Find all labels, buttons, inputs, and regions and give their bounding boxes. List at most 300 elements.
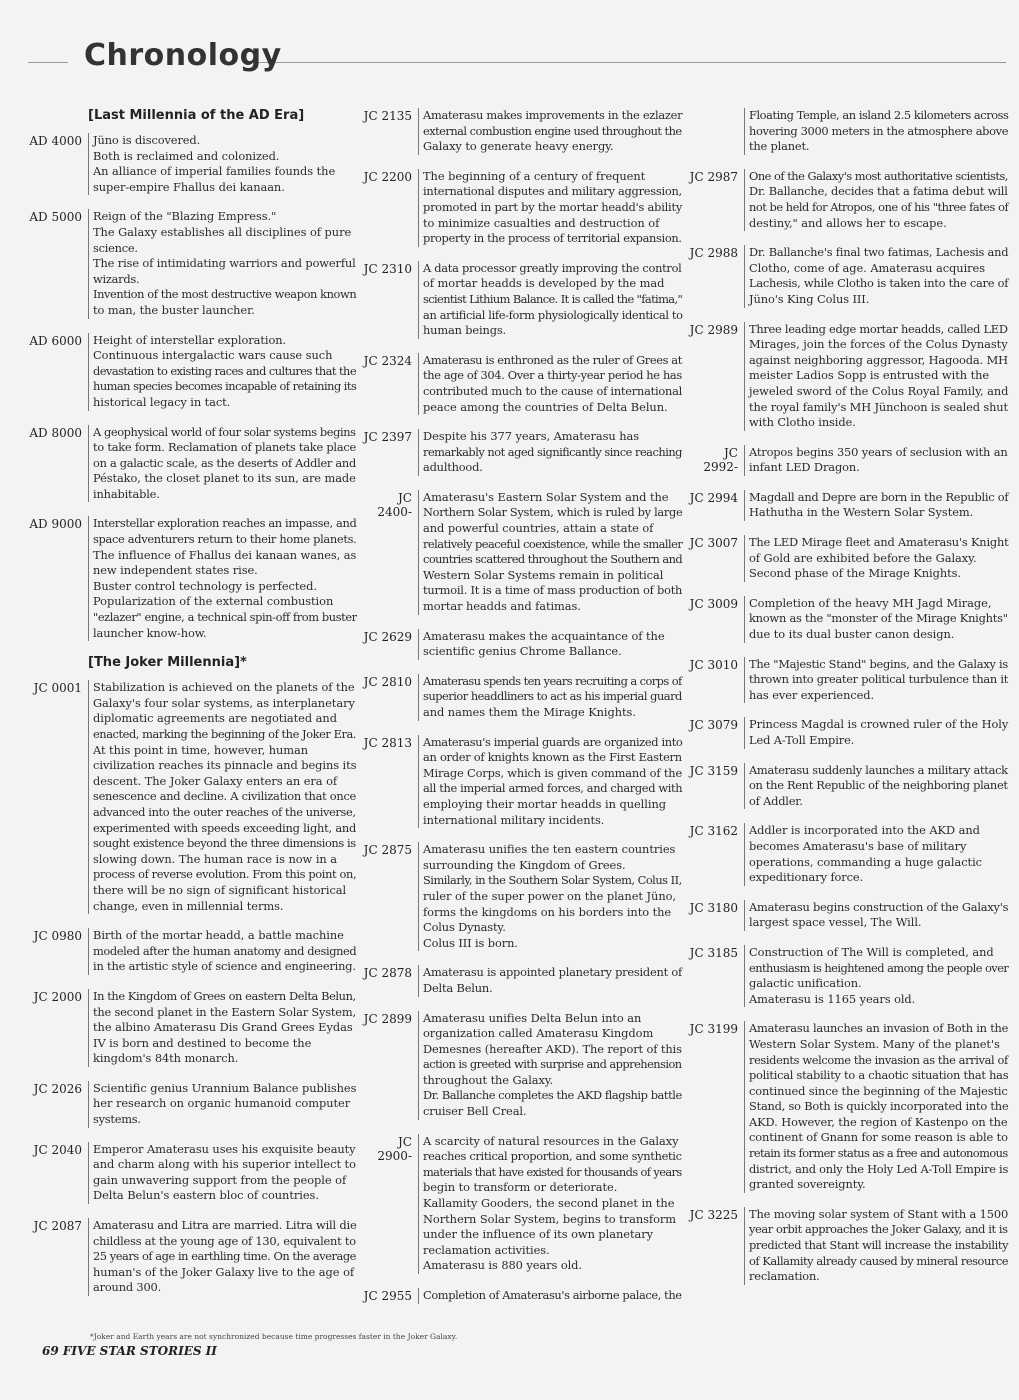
entry-text bbox=[744, 108, 1010, 155]
entry-line: Galaxy to generate heavy energy. bbox=[423, 139, 614, 154]
entry-date: JC 2900- bbox=[377, 1134, 412, 1163]
entry-line: infant LED Dragon. bbox=[749, 460, 860, 475]
entry-line: diplomatic agreements are negotiated and bbox=[93, 711, 337, 726]
entry-line: Amaterasu is appointed planetary president of bbox=[423, 965, 683, 980]
entry-line: her research on organic humanoid computer bbox=[93, 1096, 351, 1111]
entry-line: human's of the Joker Galaxy live to the age of bbox=[93, 1264, 355, 1279]
chronology-entry bbox=[28, 209, 358, 318]
entry-line: Construction of The Will is completed, and bbox=[749, 944, 994, 959]
entry-date: JC 2200 bbox=[363, 169, 412, 184]
entry-line: systems. bbox=[93, 1112, 141, 1127]
entry-line: IV is born and destined to become the bbox=[93, 1035, 312, 1050]
chronology-entry bbox=[688, 900, 1010, 931]
chronology-entry bbox=[28, 1142, 358, 1204]
chronology-entry bbox=[688, 596, 1010, 643]
entry-line: materials that have existed for thousands of years bbox=[423, 1164, 682, 1179]
entry-text bbox=[88, 680, 358, 914]
entry-date: JC 3079 bbox=[689, 718, 738, 733]
page-footer bbox=[42, 1344, 217, 1358]
chronology-entry bbox=[362, 735, 684, 829]
entry-text bbox=[88, 425, 358, 503]
entry-date: JC 2955 bbox=[363, 1289, 412, 1303]
entry-date: JC 3180 bbox=[689, 900, 738, 915]
entry-line: A data processor greatly improving the control bbox=[423, 260, 682, 275]
entry-line: promoted in part by the mortar headd's ability bbox=[423, 199, 683, 214]
entry-line: an order of knights known as the First Eastern bbox=[423, 750, 682, 765]
entry-line: Jüno's King Colus III. bbox=[749, 291, 870, 306]
entry-line: Demesnes (hereafter AKD). The report of this bbox=[423, 1041, 682, 1056]
entry-line: Amaterasu is 880 years old. bbox=[423, 1258, 582, 1273]
chronology-entry bbox=[362, 108, 684, 155]
entry-date: JC 2400- bbox=[377, 490, 412, 519]
entry-line: space adventurers return to their home planets. bbox=[93, 532, 357, 547]
entry-line: retain its former status as a free and autonomous bbox=[749, 1146, 1008, 1161]
entry-line: Amaterasu's imperial guards are organized into bbox=[423, 734, 683, 749]
entry-line: Amaterasu's Eastern Solar System and the bbox=[423, 489, 669, 504]
entry-date: JC 2987 bbox=[689, 169, 738, 184]
entry-line: Similarly, in the Southern Solar System, Colus II, bbox=[423, 873, 682, 888]
chronology-entry bbox=[28, 928, 358, 975]
chronology-entry bbox=[688, 717, 1010, 748]
entry-line: Lachesis, while Clotho is taken into the care of bbox=[749, 276, 1009, 291]
entry-line: Emperor Amaterasu uses his exquisite beauty bbox=[93, 1141, 356, 1156]
entry-date: JC 2992- bbox=[703, 445, 738, 474]
entry-line: human species becomes incapable of retaining its bbox=[93, 379, 357, 394]
entry-line: devastation to existing races and cultures that the bbox=[93, 363, 357, 378]
entry-line: predicted that Stant will increase the instability bbox=[749, 1238, 1009, 1253]
entry-line: meister Ladios Sopp is entrusted with the bbox=[749, 368, 990, 383]
entry-line: Birth of the mortar headd, a battle machine bbox=[93, 928, 344, 943]
entry-line: action is greeted with surprise and apprehension bbox=[423, 1057, 682, 1072]
entry-line: process of reverse evolution. From this point on, bbox=[93, 867, 357, 882]
entry-line: thrown into greater political turbulence than it bbox=[749, 672, 1009, 687]
entry-line: One of the Galaxy's most authoritative scientists, bbox=[749, 168, 1008, 183]
title-rule-right bbox=[258, 62, 1006, 63]
entry-line: Amaterasu unifies Delta Belun into an bbox=[423, 1010, 642, 1025]
chronology-entry bbox=[362, 674, 684, 721]
entry-date: AD 9000 bbox=[29, 517, 82, 532]
entry-text bbox=[88, 928, 358, 975]
chronology-entry bbox=[362, 842, 684, 951]
column-left bbox=[28, 108, 358, 1310]
entry-date: JC 2135 bbox=[363, 109, 412, 123]
entry-line: Amaterasu suddenly launches a military attack bbox=[749, 762, 1008, 777]
entry-date: AD 6000 bbox=[29, 333, 82, 348]
entry-date: JC 2994 bbox=[689, 490, 738, 505]
entry-date: JC 3159 bbox=[689, 763, 738, 778]
entry-text bbox=[744, 245, 1010, 307]
entry-line: countries scattered throughout the Southern and bbox=[423, 552, 683, 567]
entry-line: the albino Amaterasu Dis Grand Grees Eydas bbox=[93, 1020, 353, 1035]
entry-text bbox=[744, 445, 1010, 476]
entry-line: contributed much to the cause of international bbox=[423, 383, 683, 398]
chronology-entry bbox=[28, 1218, 358, 1296]
entry-line: turmoil. It is a time of mass production of both bbox=[423, 583, 683, 598]
entry-line: the planet. bbox=[749, 139, 810, 154]
chronology-entry bbox=[28, 1081, 358, 1128]
entry-line: enthusiasm is heightened among the people over bbox=[749, 960, 1009, 975]
entry-line: Amaterasu spends ten years recruiting a corps of bbox=[423, 673, 682, 688]
entry-line: kingdom's 84th monarch. bbox=[93, 1051, 239, 1066]
entry-line: wizards. bbox=[93, 271, 140, 286]
entry-line: the age of 304. Over a thirty-year period he has bbox=[423, 368, 682, 383]
entry-line: expeditionary force. bbox=[749, 870, 864, 885]
entry-date: JC 2310 bbox=[363, 261, 412, 276]
chronology-entry bbox=[688, 169, 1010, 231]
entry-line: under the influence of its own planetary bbox=[423, 1227, 654, 1242]
entry-line: Northern Solar System, begins to transform bbox=[423, 1211, 677, 1226]
entry-line: enacted, marking the beginning of the Joker Era. bbox=[93, 727, 356, 741]
entry-line: on a galactic scale, as the deserts of Addler and bbox=[93, 455, 356, 470]
entry-line: around 300. bbox=[93, 1280, 162, 1295]
entry-line: to minimize casualties and destruction of bbox=[423, 215, 660, 230]
entry-line: of mortar headds is developed by the mad bbox=[423, 276, 665, 291]
chronology-entry bbox=[28, 425, 358, 503]
entry-line: peace among the countries of Delta Belun. bbox=[423, 399, 668, 414]
chronology-entry bbox=[362, 1134, 684, 1274]
entry-line: Galaxy's four solar systems, as interplanetary bbox=[93, 695, 355, 710]
entry-line: of Kallamity already caused by mineral resource bbox=[749, 1253, 1009, 1268]
entry-line: Mirages, join the forces of the Colus Dynasty bbox=[749, 337, 1008, 352]
chronology-entry bbox=[688, 823, 1010, 885]
entry-line: and powerful countries, attain a state of bbox=[423, 521, 654, 536]
entry-line: throughout the Galaxy. bbox=[423, 1072, 554, 1087]
entry-line: granted sovereignty. bbox=[749, 1177, 866, 1192]
chronology-entry bbox=[688, 108, 1010, 155]
entry-line: to man, the buster launcher. bbox=[93, 302, 255, 317]
entry-text bbox=[744, 657, 1010, 704]
entry-line: super-empire Fhallus dei kanaan. bbox=[93, 179, 285, 194]
entry-line: change, even in millennial terms. bbox=[93, 898, 284, 913]
entry-line: external combustion engine used throughout the bbox=[423, 123, 682, 138]
entry-text bbox=[88, 1142, 358, 1204]
entry-date: JC 2000 bbox=[33, 989, 82, 1004]
entry-line: and names them the Mirage Knights. bbox=[423, 705, 636, 719]
entry-line: Both is reclaimed and colonized. bbox=[93, 148, 280, 163]
entry-line: AKD. However, the region of Kastenpo on the bbox=[749, 1114, 1008, 1129]
entry-line: new independent states rise. bbox=[93, 563, 258, 578]
entry-line: Jüno is discovered. bbox=[93, 133, 201, 147]
chronology-entry bbox=[362, 261, 684, 339]
entry-text bbox=[418, 1288, 684, 1304]
entry-date: JC 3199 bbox=[689, 1022, 738, 1037]
entry-line: Northern Solar System, which is ruled by large bbox=[423, 505, 683, 520]
chronology-entry bbox=[688, 763, 1010, 810]
entry-line: The LED Mirage fleet and Amaterasu's Knight bbox=[749, 535, 1009, 550]
chronology-entry bbox=[362, 1288, 684, 1304]
entry-line: to take form. Reclamation of planets take place bbox=[93, 440, 357, 455]
entry-text bbox=[88, 1081, 358, 1128]
entry-line: Completion of the heavy MH Jagd Mirage, bbox=[749, 595, 992, 610]
chronology-entry bbox=[362, 965, 684, 996]
entry-line: Height of interstellar exploration. bbox=[93, 332, 287, 347]
entry-text bbox=[744, 490, 1010, 521]
entry-line: adulthood. bbox=[423, 460, 483, 475]
entry-line: of Gold are exhibited before the Galaxy. bbox=[749, 550, 977, 565]
entry-text bbox=[88, 989, 358, 1067]
entry-text bbox=[418, 1134, 684, 1274]
chronology-entry bbox=[28, 680, 358, 914]
entry-line: hovering 3000 meters in the atmosphere above bbox=[749, 123, 1009, 138]
entry-line: Amaterasu launches an invasion of Both in the bbox=[749, 1021, 1009, 1036]
entry-text bbox=[418, 261, 684, 339]
entry-date: JC 3007 bbox=[689, 536, 738, 551]
section-heading: [Last Millennia of the AD Era] bbox=[88, 108, 305, 123]
entry-line: modeled after the human anatomy and designed bbox=[93, 943, 357, 958]
entry-line: Stabilization is achieved on the planets of the bbox=[93, 680, 355, 695]
entry-date: JC 3162 bbox=[689, 824, 738, 839]
entry-line: and charm along with his superior intellect to bbox=[93, 1157, 356, 1172]
entry-line: Amaterasu makes improvements in the ezlazer bbox=[423, 108, 683, 122]
entry-line: Continuous intergalactic wars cause such bbox=[93, 348, 333, 363]
entry-line: continued since the beginning of the Majestic bbox=[749, 1083, 1008, 1098]
entry-line: reaches critical proportion, and some synthetic bbox=[423, 1149, 682, 1164]
entry-line: science. bbox=[93, 240, 138, 255]
entry-line: surrounding the Kingdom of Grees. bbox=[423, 857, 626, 872]
entry-line: "ezlazer" engine, a technical spin-off from buster bbox=[93, 610, 357, 625]
entry-text bbox=[88, 209, 358, 318]
entry-line: Clotho, come of age. Amaterasu acquires bbox=[749, 260, 986, 275]
entry-date: JC 2813 bbox=[363, 735, 412, 750]
entry-text bbox=[418, 108, 684, 155]
entry-line: Floating Temple, an island 2.5 kilometers across bbox=[749, 108, 1009, 122]
entry-date: JC 3009 bbox=[689, 596, 738, 611]
entry-line: Popularization of the external combustion bbox=[93, 594, 334, 609]
entry-text bbox=[744, 823, 1010, 885]
entry-line: sought existence beyond the three dimensions is bbox=[93, 836, 356, 851]
entry-line: political stability to a chaotic situation that has bbox=[749, 1068, 1009, 1083]
entry-line: reclamation activities. bbox=[423, 1242, 550, 1257]
entry-date: JC 2629 bbox=[363, 629, 412, 644]
entry-line: on the Rent Republic of the neighboring planet bbox=[749, 778, 1008, 793]
entry-line: Hathutha in the Western Solar System. bbox=[749, 505, 974, 520]
entry-line: superior headdliners to act as his imperial guard bbox=[423, 689, 682, 704]
entry-date: JC 3185 bbox=[689, 945, 738, 960]
entry-line: known as the "monster of the Mirage Knights" bbox=[749, 611, 1008, 626]
page-number: 69 bbox=[42, 1344, 59, 1358]
entry-line: against neighboring aggressor, Hagooda. MH bbox=[749, 352, 1008, 367]
chronology-entry bbox=[688, 657, 1010, 704]
entry-line: operations, commanding a huge galactic bbox=[749, 854, 982, 869]
entry-line: Amaterasu unifies the ten eastern countries bbox=[423, 842, 676, 857]
chronology-entry bbox=[688, 445, 1010, 476]
entry-line: The "Majestic Stand" begins, and the Galaxy is bbox=[749, 656, 1008, 671]
entry-text bbox=[88, 516, 358, 641]
entry-line: Invention of the most destructive weapon known bbox=[93, 287, 357, 302]
entry-line: not be held for Atropos, one of his "three fates of bbox=[749, 199, 1009, 214]
entry-date: JC 2087 bbox=[33, 1219, 82, 1234]
entry-date: AD 8000 bbox=[29, 425, 82, 440]
entry-line: At this point in time, however, human bbox=[93, 742, 309, 757]
entry-text bbox=[744, 322, 1010, 431]
entry-text bbox=[88, 1218, 358, 1296]
entry-date: JC 2899 bbox=[363, 1011, 412, 1026]
entry-line: Buster control technology is perfected. bbox=[93, 578, 317, 593]
entry-line: In the Kingdom of Grees on eastern Delta Belun, bbox=[93, 988, 356, 1003]
entry-line: begin to transform or deteriorate. bbox=[423, 1180, 618, 1195]
entry-line: due to its dual buster canon design. bbox=[749, 627, 955, 642]
entry-line: the royal family's MH Jünchoon is sealed shut bbox=[749, 399, 1008, 414]
entry-line: district, and only the Holy Led A-Toll Empire is bbox=[749, 1161, 1009, 1176]
chronology-entry bbox=[688, 1021, 1010, 1193]
entry-line: destiny," and allows her to escape. bbox=[749, 215, 947, 230]
entry-line: ruler of the super power on the planet Jüno, bbox=[423, 888, 677, 903]
entry-line: childless at the young age of 130, equivalent to bbox=[93, 1233, 356, 1248]
entry-line: Second phase of the Mirage Knights. bbox=[749, 566, 961, 581]
entry-line: Péstako, the closet planet to its sun, are made bbox=[93, 471, 356, 486]
entry-date: JC 0980 bbox=[33, 929, 82, 944]
entry-line: Delta Belun. bbox=[423, 980, 493, 995]
entry-date: AD 4000 bbox=[29, 134, 82, 148]
entry-date: JC 2875 bbox=[363, 843, 412, 858]
entry-line: becomes Amaterasu's base of military bbox=[749, 838, 967, 853]
entry-line: mortar headds and fatimas. bbox=[423, 599, 581, 614]
entry-line: there will be no sign of significant historical bbox=[93, 882, 347, 897]
page-title: Chronology bbox=[84, 38, 282, 73]
chronology-entry bbox=[688, 322, 1010, 431]
entry-line: international military incidents. bbox=[423, 812, 605, 827]
entry-line: senescence and decline. A civilization that once bbox=[93, 789, 357, 804]
entry-date: JC 0001 bbox=[33, 681, 82, 696]
chronology-entry bbox=[362, 490, 684, 615]
entry-text bbox=[418, 629, 684, 660]
entry-line: Dr. Ballanche's final two fatimas, Lachesis and bbox=[749, 245, 1009, 260]
entry-line: international disputes and military aggression, bbox=[423, 184, 682, 199]
entry-date: JC 2810 bbox=[363, 674, 412, 689]
entry-line: reclamation. bbox=[749, 1269, 820, 1284]
entry-line: Western Solar Systems remain in political bbox=[423, 567, 664, 582]
entry-line: Amaterasu and Litra are married. Litra will die bbox=[93, 1218, 357, 1233]
entry-line: Colus Dynasty. bbox=[423, 920, 506, 935]
chronology-entry bbox=[688, 245, 1010, 307]
entry-text bbox=[744, 1207, 1010, 1285]
entry-text bbox=[744, 945, 1010, 1007]
entry-line: Delta Belun's eastern bloc of countries. bbox=[93, 1188, 319, 1203]
entry-line: with Clotho inside. bbox=[749, 415, 856, 430]
entry-line: Atropos begins 350 years of seclusion with an bbox=[749, 444, 1008, 459]
entry-text bbox=[418, 674, 684, 721]
entry-line: largest space vessel, The Will. bbox=[749, 915, 922, 930]
entry-line: Amaterasu begins construction of the Galaxy's bbox=[749, 899, 1009, 914]
column-middle bbox=[362, 108, 684, 1318]
entry-line: of Addler. bbox=[749, 793, 803, 808]
entry-text bbox=[418, 490, 684, 615]
entry-line: Led A-Toll Empire. bbox=[749, 733, 855, 747]
entry-text bbox=[418, 1011, 684, 1120]
entry-line: organization called Amaterasu Kingdom bbox=[423, 1026, 654, 1041]
entry-line: slowing down. The human race is now in a bbox=[93, 851, 338, 866]
entry-line: an artificial life-form physiologically identical to bbox=[423, 307, 683, 322]
entry-line: residents welcome the invasion as the arrival of bbox=[749, 1052, 1008, 1067]
entry-text bbox=[418, 965, 684, 996]
entry-text bbox=[418, 429, 684, 476]
entry-line: Princess Magdal is crowned ruler of the Holy bbox=[749, 717, 1009, 732]
entry-text bbox=[88, 133, 358, 195]
entry-line: Amaterasu is enthroned as the ruler of Grees at bbox=[423, 352, 682, 367]
entry-line: The beginning of a century of frequent bbox=[423, 168, 646, 183]
entry-line: gain unwavering support from the people of bbox=[93, 1172, 347, 1187]
entry-line: scientist Lithium Balance. It is called the "fatima," bbox=[423, 291, 683, 306]
entry-line: inhabitable. bbox=[93, 486, 160, 501]
entry-line: jeweled sword of the Colus Royal Family, and bbox=[749, 383, 1009, 398]
entry-line: human beings. bbox=[423, 323, 506, 338]
chronology-entry bbox=[362, 1011, 684, 1120]
entry-line: year orbit approaches the Joker Galaxy, and it is bbox=[749, 1222, 1008, 1237]
entry-text bbox=[88, 333, 358, 411]
entry-line: Addler is incorporated into the AKD and bbox=[749, 823, 980, 838]
entry-line: The rise of intimidating warriors and powerful bbox=[93, 256, 356, 271]
entry-line: Three leading edge mortar headds, called LED bbox=[749, 321, 1008, 336]
entry-line: Reign of the "Blazing Empress." bbox=[93, 209, 277, 224]
entry-line: all the imperial armed forces, and charged with bbox=[423, 781, 683, 796]
entry-date: AD 5000 bbox=[29, 210, 82, 225]
entry-date: JC 2324 bbox=[363, 353, 412, 368]
entry-line: Kallamity Gooders, the second planet in the bbox=[423, 1196, 675, 1211]
entry-line: has ever experienced. bbox=[749, 687, 874, 702]
entry-line: An alliance of imperial families founds the bbox=[93, 164, 336, 179]
entry-text bbox=[744, 717, 1010, 748]
entry-line: historical legacy in tact. bbox=[93, 394, 231, 409]
entry-line: The moving solar system of Stant with a 1500 bbox=[749, 1206, 1009, 1221]
entry-text bbox=[418, 169, 684, 247]
entry-text bbox=[744, 900, 1010, 931]
entry-date: JC 3010 bbox=[689, 657, 738, 672]
chronology-entry bbox=[688, 490, 1010, 521]
entry-line: Western Solar System. Many of the planet's bbox=[749, 1036, 1000, 1051]
chronology-entry bbox=[688, 1207, 1010, 1285]
chronology-entry bbox=[362, 353, 684, 415]
chronology-entry bbox=[688, 945, 1010, 1007]
entry-line: Amaterasu is 1165 years old. bbox=[749, 991, 916, 1006]
entry-line: galactic unification. bbox=[749, 976, 862, 991]
footnote: *Joker and Earth years are not synchronized because time progresses faster in the Joker Galaxy. bbox=[90, 1332, 458, 1341]
title-rule-left bbox=[28, 62, 68, 63]
entry-line: Stand, so Both is quickly incorporated into the bbox=[749, 1099, 1009, 1114]
entry-date: JC 2989 bbox=[689, 322, 738, 337]
entry-line: A geophysical world of four solar systems begins bbox=[93, 424, 356, 439]
entry-line: Magdall and Depre are born in the Republic of bbox=[749, 489, 1009, 504]
entry-line: Dr. Ballanche completes the AKD flagship battle bbox=[423, 1088, 682, 1103]
chronology-entry bbox=[28, 333, 358, 411]
entry-line: experimented with speeds exceeding light, and bbox=[93, 820, 357, 835]
entry-line: Despite his 377 years, Amaterasu has bbox=[423, 429, 640, 444]
entry-line: advanced into the outer reaches of the universe, bbox=[93, 804, 356, 819]
entry-text bbox=[744, 763, 1010, 810]
chronology-entry bbox=[28, 133, 358, 195]
publication-title: FIVE STAR STORIES II bbox=[62, 1344, 217, 1358]
entry-text bbox=[418, 842, 684, 951]
entry-text bbox=[744, 596, 1010, 643]
entry-line: Scientific genius Urannium Balance publishes bbox=[93, 1080, 357, 1095]
entry-date: JC 3225 bbox=[689, 1207, 738, 1222]
entry-date: JC 2397 bbox=[363, 430, 412, 445]
entry-text bbox=[744, 1021, 1010, 1193]
entry-line: cruiser Bell Creal. bbox=[423, 1104, 527, 1119]
entry-text bbox=[418, 353, 684, 415]
entry-line: property in the process of territorial expansion. bbox=[423, 231, 682, 246]
entry-line: 25 years of age in earthling time. On the average bbox=[93, 1249, 356, 1264]
column-right bbox=[688, 108, 1010, 1299]
entry-line: employing their mortar headds in quelling bbox=[423, 796, 666, 811]
entry-line: descent. The Joker Galaxy enters an era of bbox=[93, 773, 338, 788]
entry-line: launcher know-how. bbox=[93, 625, 207, 640]
entry-line: the second planet in the Eastern Solar System, bbox=[93, 1004, 356, 1019]
entry-date: JC 2988 bbox=[689, 246, 738, 261]
chronology-entry bbox=[362, 629, 684, 660]
entry-line: relatively peaceful coexistence, while the smaller bbox=[423, 536, 683, 551]
chronology-entry bbox=[28, 989, 358, 1067]
chronology-entry bbox=[28, 516, 358, 641]
